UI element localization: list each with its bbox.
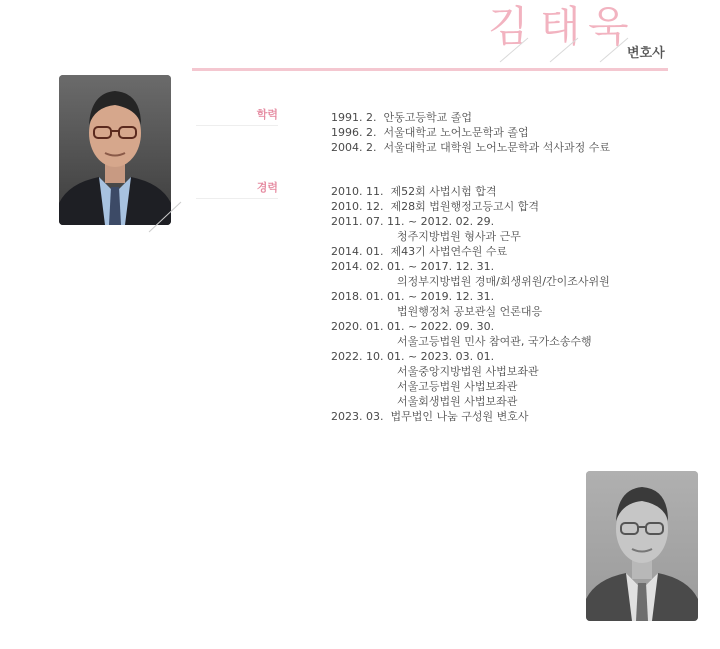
career-item: 2010. 11. 제52회 사법시험 합격 — [331, 185, 497, 198]
profile-photo-grayscale — [586, 471, 698, 621]
career-label: 경력 — [196, 179, 278, 199]
career-item: 2014. 02. 01. ~ 2017. 12. 31. — [331, 260, 495, 273]
lawyer-name-header — [480, 4, 680, 70]
career-item: 2011. 07. 11. ~ 2012. 02. 29. — [331, 215, 495, 228]
career-item: 2014. 01. 제43기 사법연수원 수료 — [331, 245, 508, 258]
career-item: 서울중앙지방법원 사법보좌관 — [397, 365, 539, 378]
education-list — [331, 110, 610, 155]
career-item: 청주지방법원 형사과 근무 — [397, 230, 521, 243]
career-item: 2022. 10. 01. ~ 2023. 03. 01. — [331, 350, 495, 363]
education-item: 1991. 2. 안동고등학교 졸업 — [331, 111, 472, 124]
photo-corner-slash-icon — [145, 196, 185, 236]
name-char-1: 김 — [488, 2, 529, 51]
career-item: 2018. 01. 01. ~ 2019. 12. 31. — [331, 290, 495, 303]
name-char-3: 욱 — [588, 2, 629, 51]
career-item: 서울회생법원 사법보좌관 — [397, 395, 518, 408]
header-divider — [192, 68, 668, 71]
education-label: 학력 — [196, 106, 278, 126]
career-list — [331, 184, 610, 424]
career-item: 법원행정처 공보관실 언론대응 — [397, 305, 543, 318]
education-item: 2004. 2. 서울대학교 대학원 노어노문학과 석사과정 수료 — [331, 141, 610, 154]
career-item: 2020. 01. 01. ~ 2022. 09. 30. — [331, 320, 495, 333]
career-item: 2023. 03. 법무법인 나눔 구성원 변호사 — [331, 410, 529, 423]
job-title: 변호사 — [627, 46, 665, 61]
career-item: 의정부지방법원 경매/회생위원/간이조사위원 — [397, 275, 610, 288]
career-item: 서울고등법원 사법보좌관 — [397, 380, 518, 393]
career-item: 서울고등법원 민사 참여관, 국가소송수행 — [397, 335, 592, 348]
education-item: 1996. 2. 서울대학교 노어노문학과 졸업 — [331, 126, 529, 139]
name-char-2: 태 — [540, 2, 581, 51]
career-item: 2010. 12. 제28회 법원행정고등고시 합격 — [331, 200, 539, 213]
